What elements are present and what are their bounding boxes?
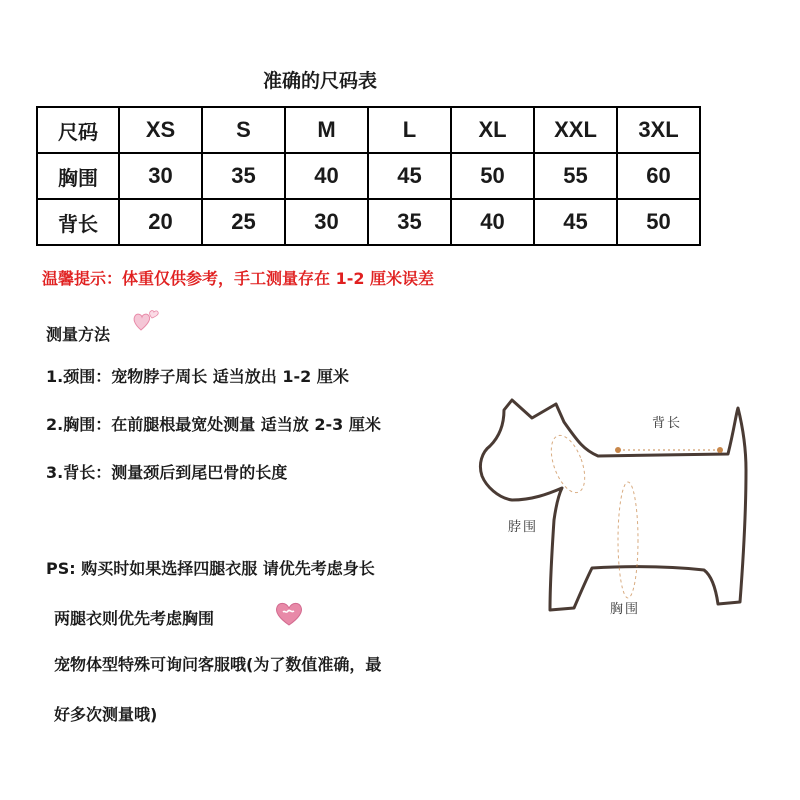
table-cell: 50 [451, 153, 534, 199]
size-xl: XL [451, 107, 534, 153]
table-cell: 20 [119, 199, 202, 245]
back-start-dot [615, 447, 621, 453]
page-title: 准确的尺码表 [262, 70, 377, 92]
ps-line-1: PS: 购买时如果选择四腿衣服 请优先考虑身长 [46, 559, 375, 578]
table-cell: 40 [451, 199, 534, 245]
size-s: S [202, 107, 285, 153]
row-label-back: 背长 [37, 199, 119, 245]
ps-line-3: 宠物体型特殊可询问客服哦(为了数值准确，最 [54, 655, 382, 674]
heart-icon [272, 598, 306, 628]
back-end-dot [717, 447, 723, 453]
table-row [37, 107, 700, 153]
back-length-label: 背长 [652, 416, 683, 431]
table-cell: 30 [285, 199, 368, 245]
ps-line-2: 两腿衣则优先考虑胸围 [54, 609, 215, 628]
method-chest: 2.胸围：在前腿根最宽处测量 适当放 2-3 厘米 [46, 415, 381, 434]
method-neck: 1.颈围：宠物脖子周长 适当放出 1-2 厘米 [46, 367, 349, 386]
table-cell: 25 [202, 199, 285, 245]
table-cell: 45 [368, 153, 451, 199]
method-heading: 测量方法 [46, 325, 111, 344]
table-cell: 50 [617, 199, 700, 245]
table-cell: 35 [202, 153, 285, 199]
size-3xl: 3XL [617, 107, 700, 153]
dog-diagram [468, 390, 768, 630]
size-xxl: XXL [534, 107, 617, 153]
size-table [36, 106, 701, 246]
table-cell: 35 [368, 199, 451, 245]
method-back: 3.背长：测量颈后到尾巴骨的长度 [46, 463, 288, 482]
table-cell: 30 [119, 153, 202, 199]
warm-tip: 温馨提示：体重仅供参考，手工测量存在 1-2 厘米误差 [42, 269, 435, 288]
table-header-label: 尺码 [37, 107, 119, 153]
ps-line-4: 好多次测量哦) [54, 705, 158, 724]
size-xs: XS [119, 107, 202, 153]
table-row [37, 153, 700, 199]
size-l: L [368, 107, 451, 153]
neck-measure-ring [545, 431, 592, 497]
size-m: M [285, 107, 368, 153]
heart-icon [132, 306, 162, 332]
chest-label: 胸围 [610, 602, 641, 617]
table-cell: 45 [534, 199, 617, 245]
dog-outline [480, 400, 746, 610]
row-label-chest: 胸围 [37, 153, 119, 199]
table-cell: 60 [617, 153, 700, 199]
table-cell: 55 [534, 153, 617, 199]
chest-measure-ring [618, 482, 638, 598]
table-row [37, 199, 700, 245]
neck-label: 脖围 [508, 520, 539, 535]
table-cell: 40 [285, 153, 368, 199]
